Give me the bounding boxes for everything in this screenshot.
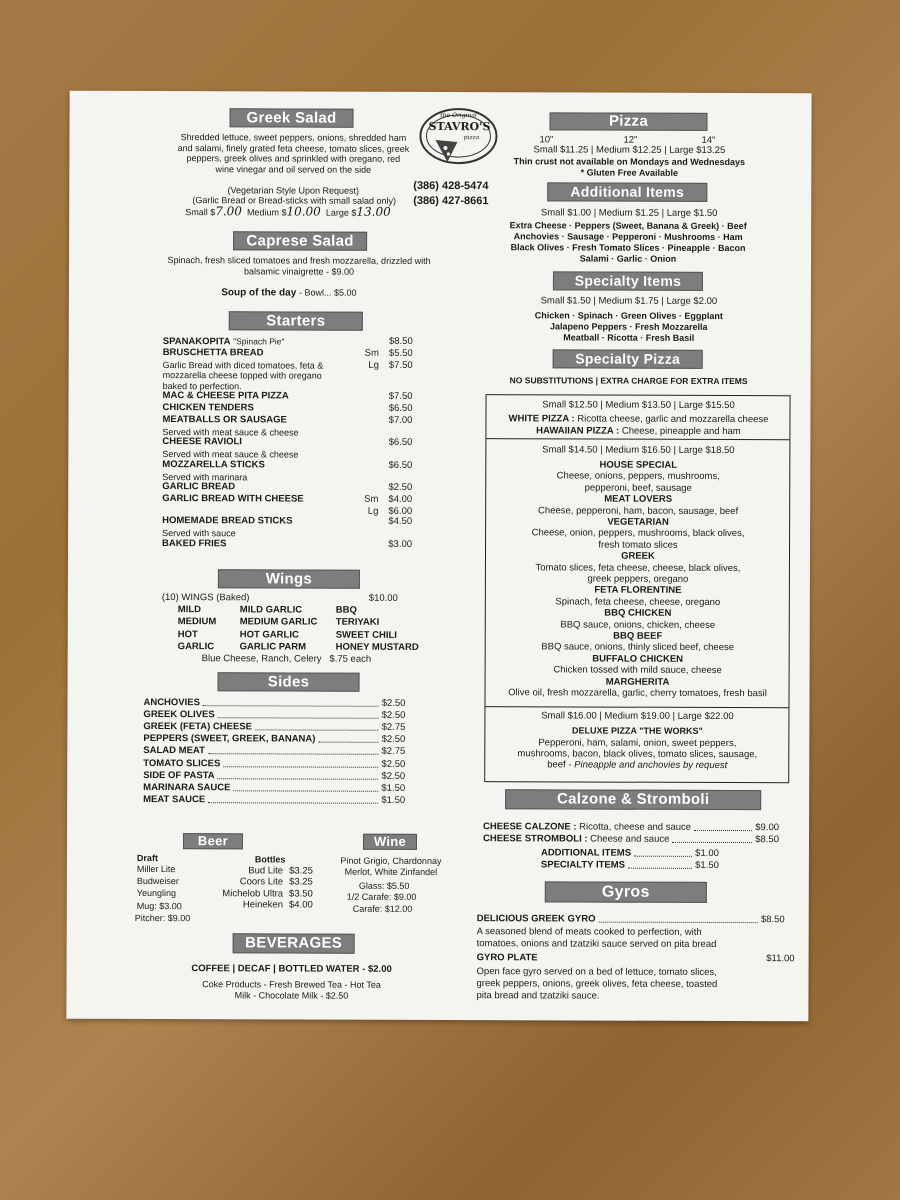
soup-name: Soup of the day (221, 287, 297, 299)
starter-item (162, 402, 412, 415)
specialty-pizza-desc: Cheese, onion, peppers, mushrooms, black olives, (531, 527, 745, 540)
starter-desc: Garlic Bread with diced tomatoes, feta & (162, 359, 324, 371)
greek-salad-veg-note: (Vegetarian Style Upon Request) (227, 185, 360, 196)
deluxe-pizza-desc: beef - Pineapple and anchovies by request (547, 759, 728, 772)
pizza-size-inch: 14" (701, 134, 716, 146)
deluxe-pizza-name: DELUXE PIZZA "THE WORKS" (572, 725, 703, 736)
starters-header: Starters (229, 311, 363, 330)
starter-price-group (364, 494, 412, 506)
dot-leader (233, 782, 378, 792)
tier1-prices: Small $12.50 | Medium $13.50 | Large $15.50 (542, 399, 735, 412)
side-name: SIDE OF PASTA (143, 769, 215, 781)
side-item (143, 757, 405, 770)
wing-flavor: MILD GARLIC (239, 604, 303, 616)
pizza-gluten-note: * Gluten Free Available (580, 167, 679, 178)
sides-header: Sides (218, 672, 360, 691)
wine-header: Wine (363, 834, 417, 850)
side-price: $2.75 (381, 746, 406, 758)
additional-line: Black Olives · Fresh Tomato Slices · Pineapple · Bacon (510, 242, 746, 254)
specialty-items-line: Jalapeno Peppers · Fresh Mozzarella (550, 321, 708, 332)
additional-line: Anchovies · Sausage · Pepperoni · Mushrooms · Ham (513, 231, 743, 243)
bottle-price: $3.50 (289, 888, 313, 900)
gyro-desc: tomatoes, onions and tzatziki sauce served on pita bread (476, 938, 717, 950)
additional-items-header: Additional Items (547, 182, 707, 202)
beverages-line: COFFEE | DECAF | BOTTLED WATER - $2.00 (191, 963, 392, 975)
starter-price-group (389, 437, 413, 449)
tier2-prices: Small $14.50 | Medium $16.50 | Large $18.50 (542, 444, 735, 457)
wings-price: $10.00 (368, 592, 398, 604)
specialty-pizza-name: HOUSE SPECIAL (599, 459, 678, 471)
deluxe-pizza-desc: mushrooms, bacon, black olives, tomato slices, sausage, (517, 748, 758, 761)
bottle-price: $4.00 (288, 899, 313, 911)
additional-line: Extra Cheese · Peppers (Sweet, Banana & Greek) · Beef (509, 220, 747, 232)
draft-label: Draft (136, 852, 158, 864)
specialty-pizza-desc: Chicken tossed with mild sauce, cheese (553, 664, 722, 677)
starter-desc: mozzarella cheese topped with oregano (162, 370, 322, 381)
dot-leader (208, 794, 378, 804)
additional-prices: Small $1.00 | Medium $1.25 | Large $1.50 (540, 207, 718, 219)
side-item (143, 782, 405, 795)
phone-number: (386) 427-8661 (413, 194, 489, 208)
specialty-items-prices: Small $1.50 | Medium $1.75 | Large $2.00 (540, 295, 718, 307)
starter-name-text: MAC & CHEESE PITA PIZZA (162, 390, 289, 402)
dot-leader (255, 722, 379, 731)
stromboli-row: CHEESE STROMBOLI : Cheese and sauce $8.50 (482, 833, 780, 846)
bottle-name: Michelob Ultra (222, 888, 284, 900)
starter-size: Lg (368, 359, 379, 371)
starter-desc: Served with sauce (162, 528, 236, 539)
small-label: Small $ (185, 207, 216, 218)
specialty-pizza-desc: Spinach, feta cheese, cheese, oregano (555, 596, 721, 608)
starter-size: Sm (364, 347, 379, 359)
greek-salad-prices (185, 204, 425, 220)
specialty-pizza-name: MEAT LOVERS (604, 493, 673, 506)
starter-desc: baked to perfection. (162, 380, 242, 392)
calzone-additional-row: ADDITIONAL ITEMS $1.00 (540, 847, 719, 859)
starter-price: $6.50 (388, 403, 413, 415)
starter-item (162, 481, 412, 494)
starter-name-text: MEATBALLS OR SAUSAGE (162, 414, 287, 426)
starter-price: $4.50 (388, 516, 413, 528)
draft-item: Yeungling (136, 887, 177, 899)
white-pizza: WHITE PIZZA : Ricotta cheese, garlic and mozzarella cheese (508, 413, 769, 426)
specialty-items-header: Specialty Items (553, 271, 703, 291)
starter-name-text: CHEESE RAVIOLI (162, 436, 242, 448)
side-name: SALAD MEAT (143, 745, 205, 757)
starter-name (162, 538, 226, 550)
specialty-pizza-note: NO SUBSTITUTIONS | EXTRA CHARGE FOR EXTRA ITEMS (509, 375, 748, 387)
side-price: $2.50 (381, 709, 406, 721)
pizza-thin-note: Thin crust not available on Mondays and Wednesdays (513, 156, 746, 168)
starter-desc: Served with marinara (162, 471, 248, 482)
pitcher-price: Pitcher: $9.00 (134, 912, 191, 924)
hawaiian-pizza: HAWAIIAN PIZZA : Cheese, pineapple and ham (536, 425, 741, 438)
starter-name-text: SPANAKOPITA (162, 336, 231, 348)
pizza-size-inch: 12" (623, 134, 638, 146)
specialty-pizza-desc: Cheese, pepperoni, ham, bacon, sausage, beef (538, 504, 739, 517)
starter-price: $6.50 (388, 437, 413, 449)
specialty-pizza-name: BUFFALO CHICKEN (592, 653, 684, 665)
wine-line: Pinot Grigio, Chardonnay (340, 855, 442, 867)
menu-page (66, 91, 811, 1022)
wings-header: Wings (218, 569, 360, 588)
dot-leader (318, 734, 378, 743)
deluxe-pizza-desc: Pepperoni, ham, salami, onion, sweet peppers, (538, 737, 737, 750)
wing-dips: Blue Cheese, Ranch, Celery $.75 each (201, 653, 372, 665)
side-item (143, 721, 405, 734)
side-item (143, 697, 405, 710)
starter-price: $2.50 (388, 482, 413, 494)
side-name: GREEK (FETA) CHEESE (143, 721, 252, 733)
specialty-pizza-desc: BBQ sauce, onions, chicken, cheese (560, 619, 716, 631)
starter-name (163, 390, 289, 402)
bottle-name: Heineken (242, 899, 284, 911)
dot-leader (223, 758, 378, 768)
large-price-handwritten: 13.00 (356, 204, 391, 219)
starter-name (163, 347, 264, 359)
mug-price: Mug: $3.00 (136, 900, 182, 912)
greek-salad-garlic-note: (Garlic Bread or Bread-sticks with small salad only) (192, 195, 397, 206)
soup-price: - Bowl... $5.00 (299, 287, 357, 298)
specialty-pizza-desc: Olive oil, fresh mozzarella, garlic, cherry tomatoes, fresh basil (508, 687, 767, 700)
wing-flavor: HOT (177, 628, 198, 640)
specialty-pizza-desc: pepperoni, beef, sausage (584, 482, 692, 494)
side-name: ANCHOVIES (143, 696, 200, 709)
bottle-price: $3.25 (289, 876, 313, 888)
medium-price-handwritten: 10.00 (286, 204, 321, 219)
specialty-pizza-desc: BBQ sauce, onions, thinly sliced beef, cheese (541, 641, 735, 654)
starter-item (162, 538, 412, 551)
starter-name-text: BRUSCHETTA BREAD (162, 346, 264, 359)
side-name: TOMATO SLICES (143, 757, 221, 769)
wing-flavor: SWEET CHILI (335, 629, 397, 641)
gyro-desc: A seasoned blend of meats cooked to perfection, with (476, 926, 702, 938)
side-name: MARINARA SAUCE (143, 781, 231, 793)
side-name: MEAT SAUCE (143, 793, 206, 805)
specialty-pizza-name: BBQ CHICKEN (604, 607, 672, 619)
specialty-pizza-header: Specialty Pizza (553, 349, 703, 369)
starter-name (162, 402, 253, 414)
starter-price-group (389, 415, 413, 427)
wing-flavor: GARLIC PARM (239, 641, 307, 653)
bottles-label: Bottles (254, 854, 286, 865)
starter-price-group (365, 348, 413, 360)
gyro-plate-desc: pita bread and tzatziki sauce. (476, 990, 600, 1002)
wine-glass: Glass: $5.50 (358, 880, 410, 891)
side-item (143, 770, 405, 783)
beverages-header: BEVERAGES (233, 933, 355, 953)
wing-flavor: TERIYAKI (335, 616, 380, 629)
specialty-pizza-desc: fresh tomato slices (598, 539, 678, 551)
starter-name (162, 515, 292, 527)
starter-price: $7.50 (388, 359, 413, 371)
caprese-header: Caprese Salad (233, 231, 367, 250)
bottle-name: Bud Lite (248, 865, 284, 877)
starter-price: $4.00 (388, 493, 413, 505)
starter-name (162, 459, 265, 471)
gyro-plate-desc: Open face gyro served on a bed of lettuce, tomato slices, (476, 966, 717, 978)
starter-name (162, 493, 303, 505)
pizza-prices: Small $11.25 | Medium $12.25 | Large $13.25 (533, 144, 726, 156)
specialty-items-line: Chicken · Spinach · Green Olives · Eggplant (534, 310, 723, 321)
tier3-prices: Small $16.00 | Medium $19.00 | Large $22.00 (541, 710, 734, 723)
side-item (143, 745, 405, 758)
starter-price: $7.00 (388, 414, 413, 426)
gyro-row: DELICIOUS GREEK GYRO $8.50 (476, 913, 785, 926)
large-label: Large $ (325, 207, 357, 218)
side-price: $2.75 (381, 721, 406, 734)
bottle-name: Coors Lite (239, 876, 284, 888)
starter-sub: "Spinach Pie" (233, 336, 285, 347)
wings-line: (10) WINGS (Baked) (161, 592, 250, 604)
starter-name-text: GARLIC BREAD WITH CHEESE (162, 493, 304, 505)
specialty-pizza-desc: Cheese, onions, peppers, mushrooms, (556, 470, 720, 483)
wing-flavor: MEDIUM GARLIC (239, 616, 318, 628)
pizza-header: Pizza (549, 112, 707, 131)
starter-desc: Served with meat sauce & cheese (162, 449, 299, 460)
draft-item: Budweiser (136, 875, 179, 887)
starter-name (162, 414, 286, 426)
draft-item: Miller Lite (136, 863, 176, 875)
starter-price-group (389, 403, 413, 415)
wing-flavor: MEDIUM (177, 616, 217, 628)
side-name: GREEK OLIVES (143, 709, 215, 721)
small-price-handwritten: 7.00 (215, 204, 242, 219)
gyro-plate-row: GYRO PLATE $11.00 (476, 952, 795, 965)
dot-leader (218, 770, 379, 780)
wine-half-carafe: 1/2 Carafe: $9.00 (346, 891, 417, 902)
side-price: $2.50 (381, 697, 406, 709)
caprese-description: Spinach, fresh sliced tomatoes and fresh mozzarella, drizzled with balsamic vinaigrette - $9.00 (167, 255, 431, 277)
side-price: $2.50 (381, 758, 406, 770)
specialty-pizza-desc: greek peppers, oregano (587, 573, 689, 585)
calzone-row: CHEESE CALZONE : Ricotta, cheese and sauce $9.00 (483, 821, 780, 834)
bottle-price: $3.25 (289, 865, 313, 877)
beer-header: Beer (183, 833, 243, 849)
wing-flavor: HONEY MUSTARD (335, 641, 419, 653)
starter-price-group (388, 516, 412, 528)
greek-salad-header: Greek Salad (229, 108, 353, 127)
starter-desc: Served with meat sauce & cheese (162, 426, 299, 438)
side-item (143, 733, 405, 746)
calzone-header: Calzone & Stromboli (505, 789, 761, 810)
wine-line: Merlot, White Zinfandel (344, 866, 438, 877)
beverages-line: Milk - Chocolate Milk - $2.50 (234, 990, 349, 1001)
wing-flavor: GARLIC (177, 640, 215, 653)
bottle-item (207, 899, 313, 911)
wine-carafe: Carafe: $12.00 (352, 903, 413, 914)
gyro-plate-desc: greek peppers, onions, greek olives, feta cheese, toasted (476, 978, 718, 990)
pizza-size-inch: 10" (539, 134, 554, 146)
side-price: $1.50 (381, 782, 406, 794)
logo-text-main: STAVRO'S (428, 119, 491, 134)
gyros-header: Gyros (545, 881, 707, 903)
starter-price: $5.50 (388, 347, 413, 359)
starter-name-text: HOMEMADE BREAD STICKS (162, 515, 293, 527)
specialty-items-line: Meatball · Ricotta · Fresh Basil (563, 332, 695, 343)
starter-name-text: GARLIC BREAD (162, 481, 236, 493)
specialty-pizza-name: VEGETARIAN (607, 516, 669, 528)
starter-name (162, 481, 235, 493)
starter-price: $6.50 (388, 459, 413, 471)
starter-price: $6.00 (388, 505, 413, 517)
starter-price: $8.50 (388, 335, 413, 347)
beverages-line: Coke Products - Fresh Brewed Tea - Hot Tea (202, 979, 381, 990)
phone-number: (386) 428-5474 (413, 179, 489, 193)
logo-text-small: the Original (440, 112, 477, 120)
calzone-specialty-row: SPECIALTY ITEMS $1.50 (540, 859, 719, 871)
wing-flavor: MILD (177, 604, 202, 616)
specialty-pizza-name: FETA FLORENTINE (594, 584, 682, 597)
side-name: PEPPERS (SWEET, GREEK, BANANA) (143, 733, 316, 745)
greek-salad-description: Shredded lettuce, sweet peppers, onions, shredded ham and salami, finely grated feta cheese, tomato slices, greek peppers, greek olives and sprinkled with oregano, red wine vinegar and oil served on the side (177, 132, 410, 175)
starter-name-text: CHICKEN TENDERS (162, 402, 254, 414)
side-price: $1.50 (381, 794, 406, 806)
starter-price: $7.50 (388, 391, 413, 403)
starter-name-text: MOZZARELLA STICKS (162, 458, 265, 471)
specialty-pizza-name: GREEK (621, 550, 655, 562)
starter-size: Lg (367, 505, 379, 517)
wings-main-row (162, 592, 398, 605)
starter-price-group (389, 391, 413, 403)
starter-name (162, 436, 242, 448)
side-price: $2.50 (381, 734, 406, 746)
specialty-pizza-desc: Tomato slices, feta cheese, cheese, black olives, (535, 561, 741, 574)
starter-size: Sm (364, 493, 379, 505)
medium-label: Medium $ (246, 207, 287, 218)
specialty-pizza-name: MARGHERITA (605, 676, 670, 688)
dot-leader (208, 746, 379, 756)
dot-leader (203, 697, 379, 707)
starter-price-group (389, 460, 413, 472)
side-price: $2.50 (381, 770, 406, 782)
side-item (143, 709, 405, 722)
soup-line (189, 287, 389, 299)
logo-text-pizza: pizza (463, 134, 480, 142)
side-item (143, 794, 405, 807)
starter-price: $3.00 (388, 538, 413, 550)
starter-price-group (388, 539, 412, 551)
wing-flavor: HOT GARLIC (239, 628, 299, 641)
specialty-pizza-name: BBQ BEEF (613, 630, 663, 642)
starter-name-text: BAKED FRIES (162, 537, 227, 550)
wing-flavor: BBQ (335, 604, 357, 616)
starter-price-group (388, 482, 412, 494)
additional-line: Salami · Garlic · Onion (579, 253, 677, 264)
dot-leader (218, 709, 379, 719)
